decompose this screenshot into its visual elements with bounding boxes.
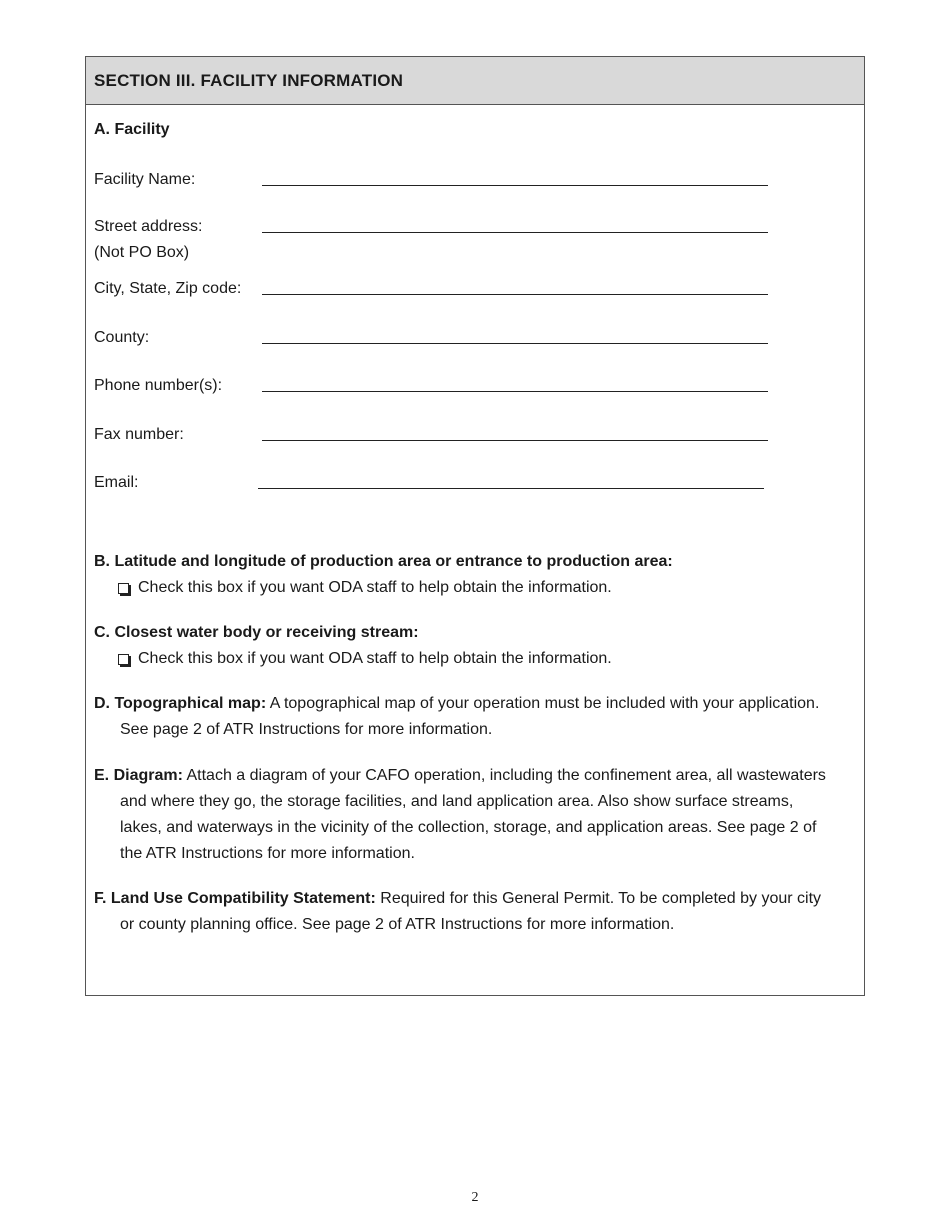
county-field[interactable] — [262, 343, 768, 344]
city-state-zip-label: City, State, Zip code: — [94, 280, 242, 297]
street-address-field[interactable] — [262, 232, 768, 233]
item-c-heading: C. Closest water body or receiving stream: — [94, 624, 419, 641]
fax-label: Fax number: — [94, 426, 184, 443]
item-e-heading: E. Diagram: — [94, 767, 183, 784]
facility-information-section — [85, 56, 865, 996]
fax-field[interactable] — [262, 440, 768, 441]
item-f — [94, 886, 834, 938]
county-label: County: — [94, 329, 150, 346]
item-b-checkbox-row[interactable] — [94, 575, 834, 601]
email-field[interactable] — [258, 488, 764, 489]
street-address-label: Street address: — [94, 218, 203, 235]
item-d-text: A topographical map of your operation must be included with your application. See page 2 of ATR Instructions for more information. — [120, 695, 820, 738]
facility-name-field[interactable] — [262, 185, 768, 186]
street-address-note: (Not PO Box) — [94, 244, 190, 261]
facility-subheading: A. Facility — [94, 121, 170, 138]
item-b-checkbox[interactable] — [118, 583, 129, 594]
item-b — [94, 549, 834, 601]
email-label: Email: — [94, 474, 139, 491]
item-c-checkbox-label: Check this box if you want ODA staff to help obtain the information. — [138, 650, 612, 667]
item-b-heading: B. Latitude and longitude of production area or entrance to production area: — [94, 553, 673, 570]
phone-field[interactable] — [262, 391, 768, 392]
section-title: SECTION III. FACILITY INFORMATION — [94, 70, 404, 90]
phone-label: Phone number(s): — [94, 377, 223, 394]
page-number: 2 — [471, 1190, 479, 1205]
item-b-checkbox-label: Check this box if you want ODA staff to help obtain the information. — [138, 579, 612, 596]
city-state-zip-field[interactable] — [262, 294, 768, 295]
item-c-checkbox-row[interactable] — [94, 646, 834, 672]
facility-name-label: Facility Name: — [94, 171, 196, 188]
item-f-heading: F. Land Use Compatibility Statement: — [94, 890, 376, 907]
item-e-text: Attach a diagram of your CAFO operation, including the confinement area, all wastewaters and where they go, the storage facilities, and land application area. Also show surface streams, lakes, and waterways in the vicinity of the collection, storage, and application areas. See page 2 of the ATR Instructions for more information. — [120, 767, 826, 862]
item-c — [94, 620, 834, 672]
section-header — [86, 57, 864, 105]
item-c-checkbox[interactable] — [118, 654, 129, 665]
item-f-text: Required for this General Permit. To be completed by your city or county planning office. See page 2 of ATR Instructions for more information. — [120, 890, 822, 933]
item-d — [94, 691, 834, 743]
item-e — [94, 763, 834, 867]
item-d-heading: D. Topographical map: — [94, 695, 267, 712]
